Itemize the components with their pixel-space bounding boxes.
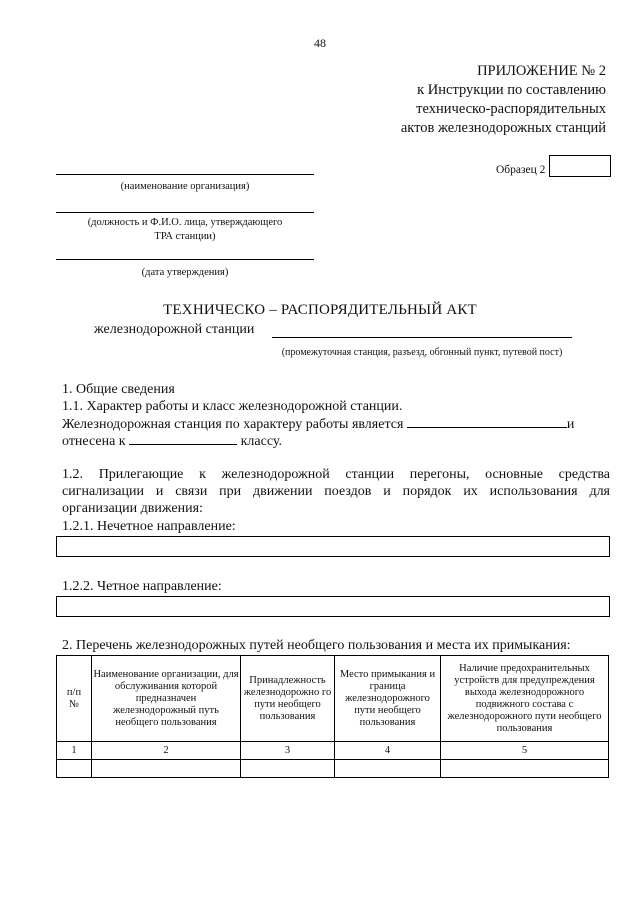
- section-1-2-line-3: организации движения:: [62, 501, 203, 516]
- header-junction-place: Место примыкания и граница железнодорожного пути необщего пользования: [335, 656, 441, 742]
- station-type-end: и: [566, 417, 575, 432]
- appendix-line-3: актов железнодорожных станций: [400, 120, 606, 136]
- column-number-4: 4: [335, 742, 441, 760]
- table-number-row: [57, 742, 609, 760]
- sample-box[interactable]: [549, 155, 611, 177]
- header-row-number: п/п №: [57, 656, 92, 742]
- page-number: 48: [314, 36, 326, 50]
- table-cell[interactable]: [92, 760, 241, 778]
- section-1-2-line-2: сигнализации и связи при движении поездов и порядок их использования для: [62, 484, 610, 499]
- appendix-line-2: техническо-распорядительных: [416, 101, 606, 117]
- approver-caption-2: ТРА станции): [154, 231, 216, 242]
- station-name-line[interactable]: [272, 337, 572, 338]
- organization-caption: (наименование организация): [120, 181, 250, 192]
- approval-date-line[interactable]: [56, 259, 314, 260]
- sample-label: Образец 2: [496, 164, 546, 176]
- table-cell[interactable]: [335, 760, 441, 778]
- station-type-row: [62, 415, 622, 433]
- header-organization: Наименование организации, для обслуживания которой предназначен железнодорожный путь необщего пользования: [92, 656, 241, 742]
- station-type-text: Железнодорожная станция по характеру работы является: [62, 417, 404, 432]
- odd-direction-label: 1.2.1. Нечетное направление:: [62, 519, 236, 534]
- column-number-1: 1: [57, 742, 92, 760]
- appendix-header: [401, 62, 606, 138]
- station-class-row: [62, 432, 282, 450]
- table-cell[interactable]: [441, 760, 609, 778]
- even-direction-field[interactable]: [56, 596, 610, 617]
- header-ownership: Принадлежность железнодорожно го пути необщего пользования: [241, 656, 335, 742]
- section-2-heading: 2. Перечень железнодорожных путей необщего пользования и места их примыкания:: [62, 638, 571, 653]
- station-type-field[interactable]: [407, 415, 567, 428]
- section-1-heading: 1. Общие сведения: [62, 382, 175, 397]
- approval-date-caption: (дата утверждения): [141, 267, 229, 278]
- sidings-table: [56, 655, 609, 778]
- column-number-3: 3: [241, 742, 335, 760]
- section-1-2-line-1: 1.2. Прилегающие к железнодорожной станции перегоны, основные средства: [62, 467, 610, 482]
- table-header-row: [57, 656, 609, 742]
- header-safety-devices: Наличие предохранительных устройств для предупреждения выхода железнодорожного подвижного состава с железнодорожного пути необщего пользования: [441, 656, 609, 742]
- station-caption: (промежуточная станция, разъезд, обгонный пункт, путевой пост): [281, 347, 563, 358]
- organization-line[interactable]: [56, 174, 314, 175]
- odd-direction-field[interactable]: [56, 536, 610, 557]
- station-class-field[interactable]: [129, 432, 237, 445]
- station-class-end: классу.: [240, 434, 282, 449]
- section-1-1-heading: 1.1. Характер работы и класс железнодорожной станции.: [62, 399, 403, 414]
- approver-line[interactable]: [56, 212, 314, 213]
- table-row: [57, 760, 609, 778]
- column-number-5: 5: [441, 742, 609, 760]
- even-direction-label: 1.2.2. Четное направление:: [62, 579, 222, 594]
- appendix-line-1: к Инструкции по составлению: [417, 82, 606, 98]
- station-label: железнодорожной станции: [94, 322, 255, 337]
- table-cell[interactable]: [241, 760, 335, 778]
- act-title: ТЕХНИЧЕСКО – РАСПОРЯДИТЕЛЬНЫЙ АКТ: [163, 302, 477, 318]
- column-number-2: 2: [92, 742, 241, 760]
- station-class-text: отнесена к: [62, 434, 126, 449]
- approver-caption-1: (должность и Ф.И.О. лица, утверждающего: [87, 217, 283, 228]
- table-cell[interactable]: [57, 760, 92, 778]
- appendix-title: ПРИЛОЖЕНИЕ № 2: [477, 63, 606, 79]
